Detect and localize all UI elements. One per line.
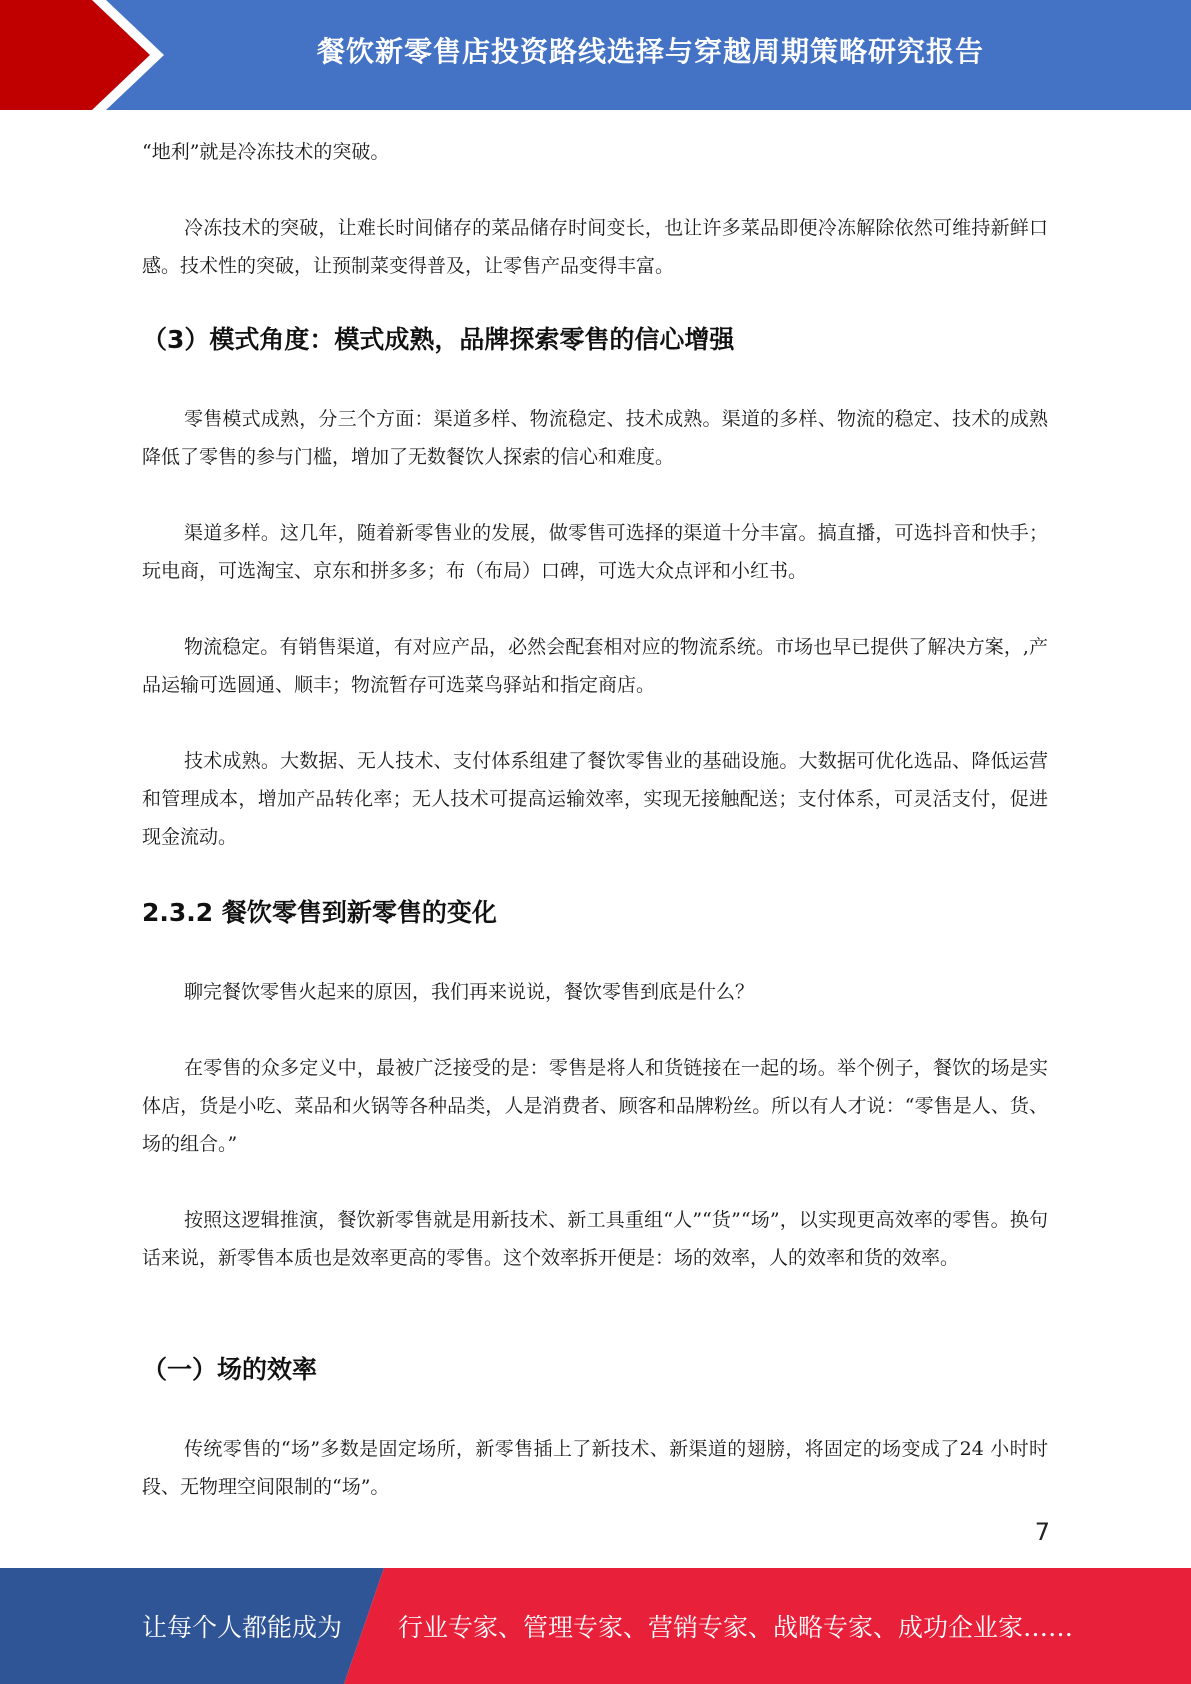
paragraph-7: 聊完餐饮零售火起来的原因，我们再来说说，餐饮零售到底是什么？	[184, 981, 755, 1003]
paragraph-9: 按照这逻辑推演，餐饮新零售就是用新技术、新工具重组“人”“货”“场”，以实现更高效率的零售。换句话来说，新零售本质也是效率更高的零售。这个效率拆开便是：场的效率，人的效率和货的效率。	[142, 1209, 1048, 1269]
paragraph-1: “地利”就是冷冻技术的突破。	[142, 141, 390, 163]
paragraph-10: 传统零售的“场”多数是固定场所，新零售插上了新技术、新渠道的翅膀，将固定的场变成了24 小时时段、无物理空间限制的“场”。	[142, 1438, 1048, 1498]
page-number: 7	[1034, 1518, 1050, 1546]
paragraph-3: 零售模式成熟，分三个方面：渠道多样、物流稳定、技术成熟。渠道的多样、物流的稳定、技术的成熟降低了零售的参与门槛，增加了无数餐饮人探索的信心和难度。	[142, 408, 1048, 468]
paragraph-2: 冷冻技术的突破，让难长时间储存的菜品储存时间变长，也让许多菜品即便冷冻解除依然可维持新鲜口感。技术性的突破，让预制菜变得普及，让零售产品变得丰富。	[142, 217, 1048, 277]
paragraph-6: 技术成熟。大数据、无人技术、支付体系组建了餐饮零售业的基础设施。大数据可优化选品、降低运营和管理成本，增加产品转化率；无人技术可提高运输效率，实现无接触配送；支付体系，可灵活支付，促进现金流动。	[142, 750, 1048, 848]
footer-slogan-left: 让每个人都能成为	[142, 1613, 343, 1642]
report-title: 餐饮新零售店投资路线选择与穿越周期策略研究报告	[316, 35, 984, 68]
paragraph-8: 在零售的众多定义中，最被广泛接受的是：零售是将人和货链接在一起的场。举个例子，餐饮的场是实体店，货是小吃、菜品和火锅等各种品类，人是消费者、顾客和品牌粉丝。所以有人才说：“零售是人、货、场的组合。”	[142, 1057, 1048, 1155]
paragraph-5: 物流稳定。有销售渠道，有对应产品，必然会配套相对应的物流系统。市场也早已提供了解决方案，,产品运输可选圆通、顺丰；物流暂存可选菜鸟驿站和指定商店。	[142, 636, 1048, 696]
section-heading-3: （3）模式角度：模式成熟，品牌探索零售的信心增强	[142, 325, 735, 354]
page-footer	[0, 1568, 1191, 1684]
footer-slogan-right: 行业专家、管理专家、营销专家、战略专家、成功企业家……	[398, 1613, 1074, 1642]
section-heading-2-3-2: 2.3.2 餐饮零售到新零售的变化	[142, 898, 497, 927]
paragraph-4: 渠道多样。这几年，随着新零售业的发展，做零售可选择的渠道十分丰富。搞直播，可选抖音和快手；玩电商，可选淘宝、京东和拼多多；布（布局）口碑，可选大众点评和小红书。	[142, 522, 1048, 582]
section-heading-1: （一）场的效率	[142, 1355, 318, 1384]
page-header	[0, 0, 1191, 110]
